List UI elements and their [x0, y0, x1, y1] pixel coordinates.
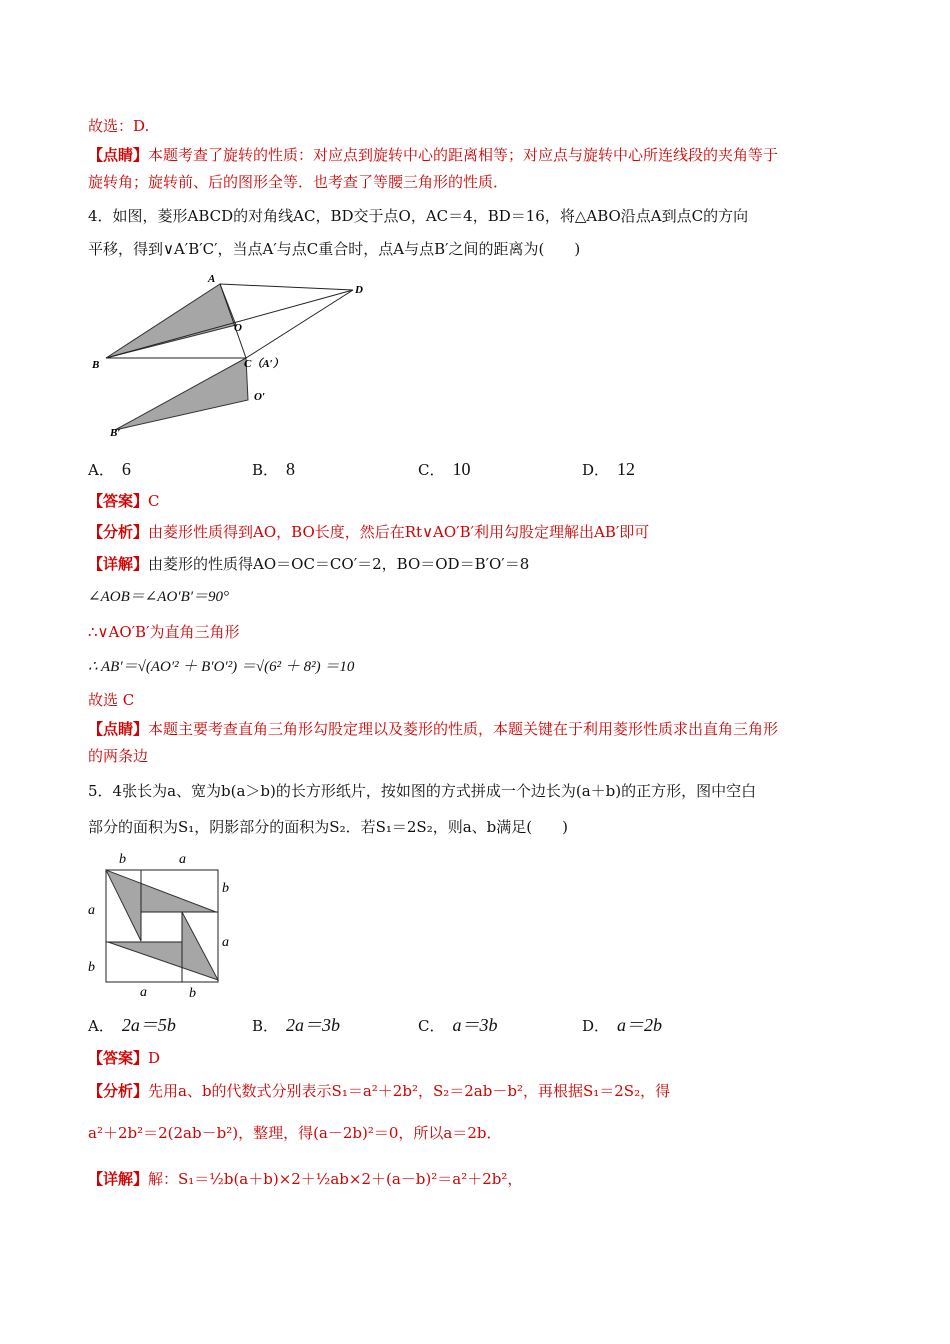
- comment-tag: 【点睛】: [88, 146, 149, 164]
- problem4-conclusion: 故选 C: [88, 691, 135, 709]
- problem5-figure: [86, 846, 246, 1006]
- label-A: A: [208, 273, 216, 285]
- label-B: B: [92, 359, 100, 371]
- label-C: C（A′）: [244, 358, 284, 370]
- label-right-b: b: [222, 881, 229, 896]
- problem4-option-b: B． 8: [252, 459, 296, 479]
- problem5-stem-line2: 部分的面积为S₁，阴影部分的面积为S₂．若S₁＝2S₂，则a、b满足( ): [88, 818, 568, 836]
- prev-comment: [88, 144, 778, 166]
- problem4-option-a: A． 6: [88, 459, 131, 479]
- label-top-a: a: [179, 852, 186, 867]
- problem4-comment: 【点睛】本题主要考查直角三角形勾股定理以及菱形的性质，本题关键在于利用菱形性质求出直角三角形: [88, 720, 779, 738]
- label-D: D: [355, 284, 363, 296]
- problem5-option-d: D． a＝2b: [582, 1015, 663, 1035]
- problem5-option-b: B． 2a＝3b: [252, 1015, 341, 1035]
- label-B-prime: B′: [110, 427, 121, 439]
- problem5-detail: 【详解】解：S₁＝½b(a＋b)×2＋½ab×2＋(a－b)²＝a²＋2b²，: [88, 1170, 523, 1188]
- problem4-stem-line1: 4．如图，菱形ABCD的对角线AC，BD交于点O，AC＝4，BD＝16，将△ABO沿点A到点C的方向: [88, 207, 749, 225]
- prev-comment-cont: 旋转角；旋转前、后的图形全等．也考查了等腰三角形的性质．: [88, 173, 509, 191]
- problem5-option-a: A． 2a＝5b: [88, 1015, 176, 1035]
- problem4-figure: [88, 270, 388, 440]
- problem5-option-c: C． a＝3b: [418, 1015, 498, 1035]
- problem4-detail1: 【详解】由菱形的性质得AO＝OC＝CO′＝2，BO＝OD＝B′O′＝8: [88, 555, 530, 573]
- problem4-option-d: D． 12: [582, 459, 636, 479]
- problem4-comment-cont: 的两条边: [88, 747, 149, 765]
- label-right-a: a: [222, 935, 229, 950]
- prev-conclusion: 故选：D.: [88, 117, 150, 135]
- label-left-b: b: [88, 960, 95, 975]
- problem4-answer: 【答案】C: [88, 492, 160, 510]
- label-O-prime: O′: [254, 391, 266, 403]
- comment-text: 本题考查了旋转的性质：对应点到旋转中心的距离相等；对应点与旋转中心所连线段的夹角等于: [148, 146, 779, 164]
- problem5-answer: 【答案】D: [88, 1049, 161, 1067]
- problem4-stem-line2: 平移，得到∨A′B′C′，当点A′与点C重合时，点A与点B′之间的距离为( ): [88, 240, 581, 258]
- problem4-analysis: 【分析】由菱形性质得到AO，BO长度，然后在Rt∨AO′B′利用勾股定理解出AB′即可: [88, 523, 650, 541]
- shaded-region-top: [106, 870, 216, 941]
- problem5-stem-line1: 5．4张长为a、宽为b(a＞b)的长方形纸片，按如图的方式拼成一个边长为(a＋b)的正方形，图中空白: [88, 782, 757, 800]
- problem4-option-c: C． 10: [418, 459, 471, 479]
- problem4-detail3: ∴∨AO′B′为直角三角形: [88, 623, 240, 641]
- label-bottom-a: a: [140, 985, 147, 1000]
- shaded-triangle-cb2o2: [115, 358, 248, 430]
- problem5-analysis: 【分析】先用a、b的代数式分别表示S₁＝a²＋2b²，S₂＝2ab－b²，再根据S₁＝2S₂，得: [88, 1082, 671, 1100]
- problem5-analysis-cont: a²＋2b²＝2(2ab－b²)，整理，得(a－2b)²＝0，所以a＝2b．: [88, 1124, 502, 1142]
- label-bottom-b: b: [189, 986, 196, 1001]
- problem4-detail2: ∠AOB＝∠AO′B′＝90°: [88, 589, 230, 605]
- label-O: O: [234, 322, 242, 334]
- label-top-b: b: [119, 852, 126, 867]
- shaded-triangle-abo: [106, 284, 236, 358]
- label-left-a: a: [88, 903, 95, 918]
- problem4-detail4: ∴ AB′＝√(AO′² ＋ B′O′²) ＝√(6² ＋ 8²) ＝10: [88, 659, 355, 675]
- shaded-region-bottom: [108, 912, 218, 980]
